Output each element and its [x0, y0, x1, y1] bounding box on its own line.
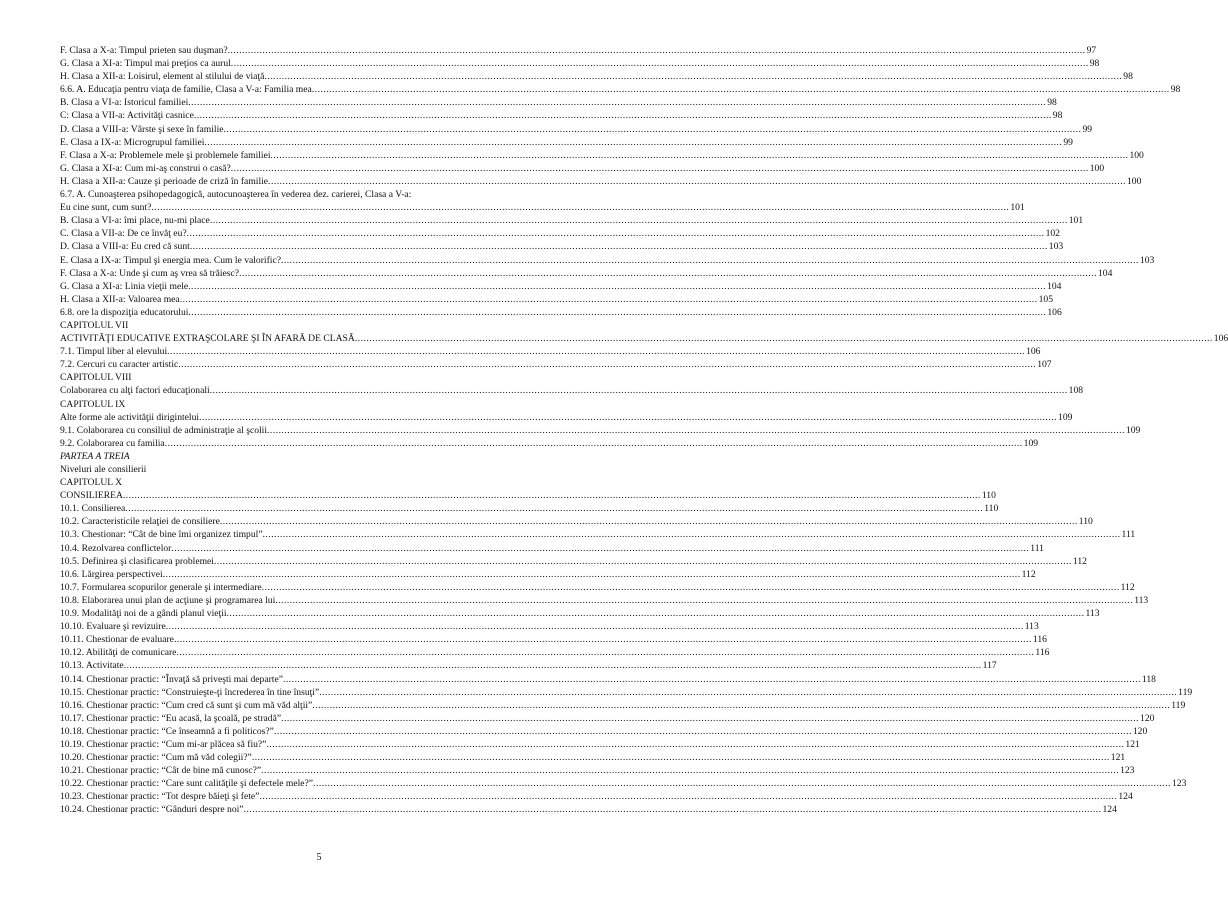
toc-entry-leader [228, 44, 1086, 57]
toc-entry-page: 106 [1213, 333, 1228, 345]
toc-entry-leader [224, 123, 1082, 136]
toc-entry-leader [125, 502, 983, 515]
toc-entry-page: 103 [1048, 241, 1064, 253]
toc-entry [60, 803, 1117, 816]
toc-entry-leader [262, 581, 1120, 594]
toc-entry-leader [264, 70, 1122, 83]
toc-entry-leader [312, 699, 1170, 712]
toc-entry-title: 10.17. Chestionar practic: “Eu acasă, la şcoală, pe stradă” [60, 712, 282, 724]
toc-entry [60, 502, 999, 515]
toc-entry-page: 97 [1086, 45, 1097, 56]
toc-entry-title: H. Clasa a XII-a: Loisirul, element al stilului de viaţă [60, 71, 265, 83]
toc-heading: Niveluri ale consilierii [60, 464, 147, 475]
toc-entry-page: 112 [1072, 555, 1087, 567]
toc-entry-page: 120 [1140, 712, 1155, 724]
toc-entry-title: H. Clasa a XII-a: Valoarea mea [60, 293, 180, 305]
toc-entry-leader [319, 686, 1177, 699]
toc-entry-title: 6.6. A. Educaţia pentru viaţa de familie, Clasa a V-a: Familia mea [60, 84, 312, 96]
toc-entry [60, 633, 1047, 646]
toc-entry [60, 581, 1135, 594]
toc-entry-title: 10.6. Lărgirea perspectivei [60, 568, 163, 580]
toc-entry-title: 10.3. Chestionar: “Cât de bine îmi organizez timpul” [60, 529, 263, 541]
toc-heading: CAPITOLUL VIII [60, 372, 132, 384]
toc-entry-title: 10.16. Chestionar practic: “Cum cred că sunt şi cum mă văd alţii” [60, 699, 313, 711]
toc-entry [60, 227, 1060, 240]
toc-entry-title: 6.8. ore la dispoziţia educatorului [60, 306, 189, 318]
toc-entry-page: 105 [1038, 293, 1054, 305]
toc-entry-page: 109 [1125, 424, 1141, 436]
toc-heading: 6.7. A. Cunoaşterea psihopedagogică, autocunoaşterea în vederea dez. carierei, Clasa a V-a: [60, 189, 412, 201]
toc-entry [60, 646, 1050, 659]
toc-entry-leader [281, 254, 1139, 267]
toc-entry-page: 107 [1037, 359, 1052, 371]
toc-entry-title: 7.2. Cercuri cu caracter artistic [60, 359, 179, 371]
toc-entry [60, 607, 1100, 620]
toc-entry-page: 100 [1089, 162, 1105, 174]
toc-entry-title: 9.1. Colaborarea cu consiliul de administraţie al şcolii [60, 424, 268, 436]
toc-entry [60, 149, 1144, 162]
toc-entry-leader [180, 293, 1038, 306]
toc-entry-title: 10.22. Chestionar practic: “Care sunt calităţile şi defectele mele?” [60, 778, 314, 790]
page-number: 5 [316, 852, 322, 863]
toc-entry-page: 101 [1068, 215, 1084, 227]
toc-entry-page: 119 [1178, 686, 1193, 698]
toc-entry-page: 109 [1023, 437, 1039, 449]
toc-entry-leader [174, 633, 1032, 646]
toc-entry [60, 83, 1181, 96]
toc-entry-page: 98 [1052, 110, 1063, 122]
toc-entry-leader [263, 528, 1121, 541]
toc-entry [60, 659, 997, 672]
toc-entry-title: 9.2. Colaborarea cu familia [60, 437, 165, 449]
toc-entry-title: F. Clasa a X-a: Unde şi cum aş vrea să trăiesc? [60, 267, 240, 279]
toc-entry [60, 411, 1073, 424]
toc-entry-leader [252, 751, 1110, 764]
toc-entry-page: 104 [1098, 267, 1113, 279]
toc-entry [60, 70, 1133, 83]
toc-entry [60, 555, 1087, 568]
toc-entry-page: 103 [1139, 254, 1155, 266]
toc-entry-title: 10.4. Rezolvarea conflictelor [60, 542, 172, 554]
toc-entry-title: 10.7. Formularea scopurilor generale şi intermediare [60, 581, 262, 593]
toc-entry-leader [178, 358, 1036, 371]
toc-entry [60, 162, 1105, 175]
toc-entry-page: 117 [982, 660, 997, 672]
toc-entry [60, 542, 1044, 555]
toc-entry-title: 10.2. Caracteristicile relaţiei de consiliere [60, 516, 220, 528]
toc-entry [60, 751, 1126, 764]
toc-entry-leader [199, 411, 1057, 424]
toc-entry-title: 10.12. Abilităţi de comunicare [60, 647, 177, 659]
toc-entry-leader [271, 149, 1129, 162]
toc-entry [60, 594, 1149, 607]
toc-entry-leader [151, 201, 1009, 214]
toc-heading: CAPITOLUL X [60, 477, 123, 489]
toc-entry-page: 110 [1078, 516, 1093, 528]
toc-entry-page: 123 [1172, 778, 1187, 790]
toc-entry [60, 764, 1135, 777]
toc-entry-leader [167, 345, 1025, 358]
toc-entry-title: G. Clasa a XI-a: Timpul mai preţios ca aurul [60, 58, 231, 70]
toc-entry-leader [283, 673, 1141, 686]
toc-entry [60, 240, 1064, 253]
toc-entry-title: 10.10. Evaluare şi revizuire [60, 621, 166, 633]
toc-entry-title: Colaborarea cu alţi factori educaţionali [60, 385, 210, 397]
toc-entry-title: Eu cine sunt, cum sunt? [60, 202, 152, 214]
toc-entry [60, 699, 1186, 712]
toc-entry-leader [231, 162, 1089, 175]
toc-entry-leader [210, 384, 1068, 397]
toc-heading: CAPITOLUL IX [60, 398, 126, 410]
toc-entry [60, 280, 1062, 293]
toc-entry-leader [165, 437, 1023, 450]
toc-entry-leader [188, 306, 1046, 319]
toc-entry [60, 384, 1084, 397]
toc-entry-title: E. Clasa a IX-a: Timpul şi energia mea. Cum le valorific? [60, 254, 281, 266]
toc-entry-title: C: Clasa a VII-a: Activităţi casnice [60, 110, 194, 122]
toc-entry [60, 306, 1062, 319]
toc-entry-leader [187, 227, 1045, 240]
toc-entry-title: 10.5. Definirea şi clasificarea problemei [60, 555, 214, 567]
toc-entry-title: 10.20. Chestionar practic: “Cum mă văd colegii?” [60, 752, 252, 764]
toc-entry-leader [355, 332, 1213, 345]
toc-entry [60, 712, 1155, 725]
toc-entry-title: B. Clasa a VI-a: Istoricul familiei [60, 97, 189, 109]
toc-entry-title: 10.14. Chestionar practic: “Învaţă să priveşti mai departe” [60, 673, 283, 685]
toc-entry-leader [275, 594, 1133, 607]
toc-entry-leader [281, 712, 1139, 725]
toc-entry [60, 568, 1036, 581]
toc-entry-page: 118 [1141, 673, 1156, 685]
toc-entry-leader [227, 607, 1085, 620]
toc-entry-leader [239, 267, 1097, 280]
toc-entry-page: 104 [1047, 280, 1062, 292]
toc-entry [60, 686, 1193, 699]
toc-entry-leader [204, 136, 1062, 149]
table-of-contents [60, 44, 1228, 817]
toc-entry-title: Alte forme ale activităţii dirigintelui [60, 411, 200, 423]
toc-entry [60, 620, 1039, 633]
toc-entry-page: 116 [1032, 634, 1047, 646]
toc-entry-page: 100 [1129, 149, 1144, 161]
toc-entry-title: 10.13. Activitate [60, 660, 124, 672]
toc-entry [60, 136, 1073, 149]
toc-entry-page: 113 [1134, 594, 1149, 606]
toc-entry-leader [163, 568, 1021, 581]
toc-entry [60, 109, 1063, 122]
toc-entry-leader [190, 240, 1048, 253]
toc-entry [60, 777, 1187, 790]
toc-entry-leader [194, 109, 1052, 122]
toc-entry-page: 124 [1102, 804, 1117, 816]
toc-entry-leader [171, 542, 1029, 555]
toc-entry-page: 102 [1045, 228, 1060, 240]
toc-entry-page: 110 [984, 503, 999, 515]
toc-entry-leader [231, 57, 1089, 70]
toc-entry-title: H. Clasa a XII-a: Cauze şi perioade de criză în familie [60, 175, 269, 187]
toc-entry-leader [267, 424, 1125, 437]
toc-entry-title: 10.15. Chestionar practic: “Construieşte-ţi încrederea în tine însuţi” [60, 686, 320, 698]
toc-entry-title: D. Clasa a VIII-a: Vârste şi sexe în familie [60, 123, 224, 135]
toc-entry-leader [261, 764, 1119, 777]
toc-entry [60, 424, 1141, 437]
toc-entry-page: 120 [1132, 725, 1148, 737]
toc-entry-page: 106 [1026, 346, 1041, 358]
toc-entry-title: E. Clasa a IX-a: Microgrupul familiei [60, 136, 205, 148]
toc-entry-page: 112 [1021, 568, 1036, 580]
toc-entry [60, 44, 1097, 57]
toc-entry-page: 116 [1035, 647, 1050, 659]
toc-entry-page: 108 [1068, 385, 1084, 397]
toc-entry-title: CONSILIEREA [60, 490, 123, 502]
toc-entry-leader [214, 555, 1072, 568]
toc-entry [60, 489, 996, 502]
toc-entry-leader [274, 725, 1132, 738]
toc-entry [60, 214, 1084, 227]
toc-entry-title: 10.19. Chestionar practic: “Cum mi-ar plăcea să fiu?” [60, 738, 267, 750]
toc-entry-page: 123 [1120, 765, 1135, 777]
toc-entry-title: F. Clasa a X-a: Timpul prieten sau duşman? [60, 45, 228, 56]
toc-entry-page: 124 [1118, 791, 1133, 803]
toc-entry-page: 98 [1123, 71, 1133, 83]
toc-entry-title: 7.1. Timpul liber al elevului [60, 346, 168, 358]
toc-heading: CAPITOLUL VII [60, 319, 129, 331]
toc-entry-title: ACTIVITĂŢI EDUCATIVE EXTRAŞCOLARE ŞI ÎN AFARĂ DE CLASĂ [60, 333, 355, 345]
toc-entry-title: G. Clasa a XI-a: Linia vieţii mele [60, 280, 189, 292]
toc-entry-leader [313, 777, 1171, 790]
toc-entry [60, 738, 1140, 751]
toc-entry-page: 101 [1010, 202, 1025, 214]
toc-entry-page: 106 [1047, 306, 1062, 318]
toc-heading: PARTEA A TREIA [60, 450, 130, 462]
toc-entry-title: 10.11. Chestionar de evaluare [60, 634, 174, 646]
toc-entry-leader [176, 646, 1034, 659]
toc-entry-page: 99 [1082, 123, 1093, 135]
toc-entry-title: 10.8. Elaborarea unui plan de acţiune şi programarea lui [60, 594, 276, 606]
toc-entry-leader [124, 659, 982, 672]
toc-entry [60, 790, 1133, 803]
toc-entry [60, 57, 1100, 70]
toc-entry [60, 345, 1041, 358]
toc-entry-leader [220, 515, 1078, 528]
toc-entry [60, 528, 1136, 541]
toc-entry [60, 175, 1142, 188]
toc-entry-title: F. Clasa a X-a: Problemele mele şi problemele familiei [60, 149, 271, 161]
toc-entry-title: C. Clasa a VII-a: De ce învăţ eu? [60, 228, 187, 240]
toc-entry-leader [266, 738, 1124, 751]
toc-entry-page: 113 [1085, 608, 1100, 620]
toc-entry-leader [210, 214, 1068, 227]
toc-entry-page: 121 [1110, 752, 1126, 764]
toc-entry-leader [188, 280, 1046, 293]
toc-entry [60, 293, 1054, 306]
toc-entry-title: 10.1. Consilierea [60, 503, 126, 515]
toc-entry-title: 10.23. Chestionar practic: “Tot despre băieţi şi fete” [60, 791, 260, 803]
toc-entry-leader [166, 620, 1024, 633]
toc-entry [60, 673, 1156, 686]
toc-entry-page: 98 [1170, 84, 1181, 96]
toc-entry [60, 437, 1039, 450]
toc-entry-page: 113 [1024, 621, 1039, 633]
toc-entry [60, 123, 1093, 136]
toc-entry-title: B. Clasa a VI-a: îmi place, nu-mi place [60, 215, 210, 227]
toc-entry-leader [244, 803, 1102, 816]
toc-entry-page: 99 [1063, 136, 1073, 148]
toc-entry-title: G. Clasa a XI-a: Cum mi-aş construi o casă? [60, 162, 231, 174]
toc-entry [60, 96, 1057, 109]
toc-entry [60, 201, 1025, 214]
toc-entry [60, 725, 1148, 738]
toc-entry [60, 332, 1228, 345]
toc-entry-title: 10.24. Chestionar practic: “Gânduri despre noi” [60, 804, 244, 816]
toc-entry-leader [188, 96, 1046, 109]
toc-entry-title: 10.9. Modalităţi noi de a gândi planul vieţii [60, 608, 227, 620]
toc-entry-leader [268, 175, 1126, 188]
toc-entry-title: 10.18. Chestionar practic: “Ce înseamnă a fi politicos?” [60, 725, 274, 737]
toc-entry-page: 112 [1120, 581, 1135, 593]
toc-entry [60, 358, 1052, 371]
toc-entry-title: D. Clasa a VIII-a: Eu cred că sunt [60, 241, 190, 253]
toc-entry-page: 98 [1047, 97, 1057, 109]
toc-entry-leader [312, 83, 1170, 96]
toc-entry-page: 100 [1126, 175, 1142, 187]
toc-entry-page: 109 [1058, 411, 1073, 423]
toc-entry [60, 515, 1093, 528]
toc-entry-page: 110 [981, 490, 996, 502]
toc-entry [60, 267, 1113, 280]
toc-entry-leader [123, 489, 981, 502]
toc-entry-page: 121 [1125, 738, 1140, 750]
toc-entry-page: 111 [1030, 542, 1044, 554]
toc-entry [60, 254, 1155, 267]
toc-entry-leader [259, 790, 1117, 803]
toc-entry-page: 111 [1121, 529, 1136, 541]
toc-entry-page: 98 [1089, 58, 1100, 70]
toc-entry-title: 10.21. Chestionar practic: “Cât de bine mă cunosc?” [60, 765, 262, 777]
toc-entry-page: 119 [1171, 699, 1186, 711]
